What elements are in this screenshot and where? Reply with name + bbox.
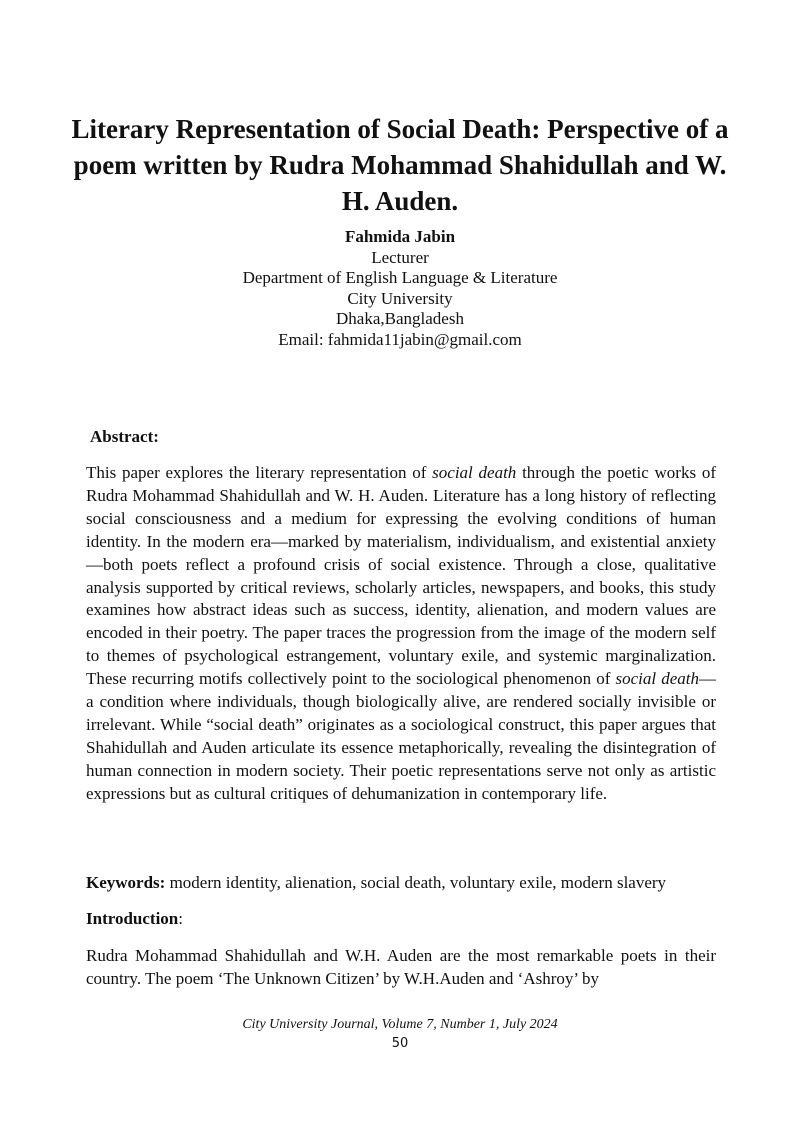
author-email: Email: fahmida11jabin@gmail.com: [278, 329, 522, 349]
keywords-label: Keywords:: [86, 873, 166, 892]
introduction-text: Rudra Mohammad Shahidullah and W.H. Auden are the most remarkable poets in their country. The poem ‘The Unknown Citizen’ by W.H.Auden and ‘Ashroy’ by: [86, 946, 716, 988]
keywords-line: [86, 872, 726, 894]
introduction-heading-colon: :: [178, 909, 183, 928]
author-position: Lecturer: [371, 247, 429, 267]
abstract-emphasis-2: social death: [615, 669, 699, 689]
author-block: [100, 227, 700, 350]
introduction-heading-text: Introduction: [86, 909, 179, 928]
author-name: Fahmida Jabin: [344, 227, 456, 246]
journal-footer: City University Journal, Volume 7, Number 1, July 2024: [242, 1017, 558, 1032]
keywords-text: modern identity, alienation, social death, voluntary exile, modern slavery: [165, 873, 667, 892]
page-number: 50: [391, 1036, 409, 1051]
author-location: Dhaka,Bangladesh: [336, 309, 464, 328]
abstract-text: [86, 462, 716, 806]
abstract-part-2: through the poetic works of Rudra Mohammad Shahidullah and W. H. Auden. Literature has a long history of reflecting social consciousness and a medium for expressing the evolving conditions of human identity. In the modern era—marked by materialism, individualism, and existential anxiety—both poets reflect a profound crisis of social existence. Through a close, qualitative analysis supported by critical reviews, scholarly articles, newspapers, and books, this study examines how abstract ideas such as success, identity, alienation, and modern values are encoded in their poetry. The paper traces the progression from the image of the modern self to themes of psychological estrangement, voluntary exile, and systemic marginalization. These recurring motifs collectively point to the sociological phenomenon of: [86, 463, 716, 689]
author-department: Department of English Language & Literature: [242, 268, 558, 287]
introduction-heading: [86, 908, 183, 930]
abstract-emphasis-1: social death: [432, 463, 517, 482]
paper-title: Literary Representation of Social Death: Perspective of a poem written by Rudra Mohammad Shahidullah and W. H. Auden.: [71, 114, 729, 216]
abstract-part-3: — a condition where individuals, though biologically alive, are rendered socially invisible or irrelevant. While “social death” originates as a sociological construct, this paper argues that Shahidullah and Auden articulate its essence metaphorically, revealing the disintegration of human connection in modern society. Their poetic representations serve not only as artistic expressions but as cultural critiques of dehumanization in contemporary life.: [86, 669, 716, 803]
abstract-part-1: This paper explores the literary representation of: [86, 463, 433, 482]
abstract-heading: Abstract:: [90, 427, 159, 446]
author-institution: City University: [347, 288, 453, 308]
